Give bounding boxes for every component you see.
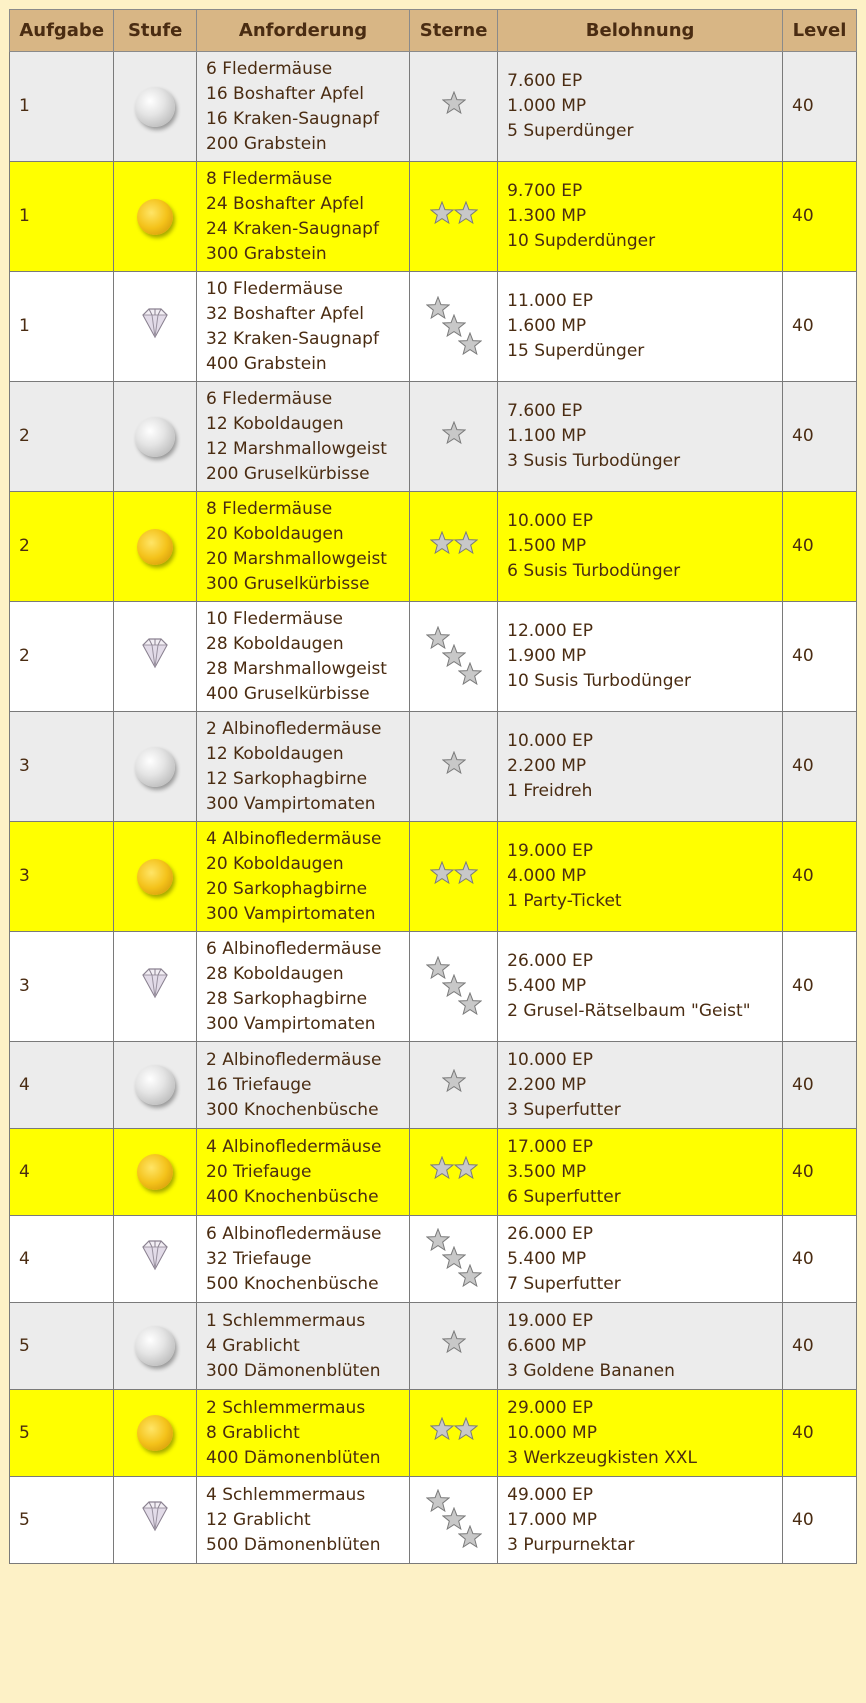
cell-sterne: [410, 382, 498, 492]
requirement-item: 20 Triefauge: [206, 1161, 312, 1182]
reward-item: 11.000 EP: [507, 291, 594, 311]
star-icon: [442, 91, 466, 123]
requirement-item: 4 Albinofledermäuse: [206, 828, 382, 849]
requirement-item: 4 Grablicht: [206, 1335, 300, 1356]
cell-sterne: [410, 1477, 498, 1564]
cell-anforderung: [197, 712, 410, 822]
table-row: [10, 1303, 857, 1390]
table-row: [10, 712, 857, 822]
cell-aufgabe: 1: [10, 272, 114, 382]
cell-stufe: [114, 932, 197, 1042]
reward-item: 1.100 MP: [507, 426, 587, 446]
cell-level: 40: [783, 382, 857, 492]
requirement-item: 400 Gruselkürbisse: [206, 683, 370, 704]
cell-level: 40: [783, 1129, 857, 1216]
cell-anforderung: [197, 1042, 410, 1129]
star-icon: [458, 992, 482, 1016]
requirement-item: 8 Fledermäuse: [206, 168, 333, 189]
stars-group: [426, 1228, 482, 1290]
reward-item: 10.000 MP: [507, 1422, 597, 1443]
cell-sterne: [410, 1129, 498, 1216]
reward-item: 15 Superdünger: [507, 341, 645, 361]
requirement-item: 24 Boshafter Apfel: [206, 193, 364, 214]
diamond-icon: [135, 303, 175, 351]
requirement-item: 20 Koboldaugen: [206, 523, 344, 544]
cell-sterne: [410, 602, 498, 712]
cell-anforderung: [197, 1129, 410, 1216]
cell-level: 40: [783, 1303, 857, 1390]
table-row: [10, 932, 857, 1042]
requirement-item: 28 Koboldaugen: [206, 963, 344, 984]
reward-item: 6 Superfutter: [507, 1186, 621, 1207]
silver-coin-icon: [135, 417, 175, 457]
header-aufgabe: Aufgabe: [10, 10, 114, 52]
cell-sterne: [410, 1390, 498, 1477]
cell-level: 40: [783, 52, 857, 162]
cell-belohnung: [498, 1477, 783, 1564]
requirement-item: 12 Marshmallowgeist: [206, 438, 387, 459]
silver-coin-icon: [135, 1326, 175, 1366]
cell-aufgabe: 3: [10, 712, 114, 822]
cell-stufe: [114, 712, 197, 822]
star-icon: [442, 1330, 466, 1362]
reward-item: 3 Goldene Bananen: [507, 1360, 675, 1381]
cell-level: 40: [783, 1477, 857, 1564]
star-icon: [442, 751, 466, 783]
cell-stufe: [114, 382, 197, 492]
gold-coin-icon: [137, 199, 173, 235]
requirement-item: 2 Schlemmermaus: [206, 1397, 366, 1418]
cell-level: 40: [783, 822, 857, 932]
star-icon: [442, 1069, 466, 1101]
reward-item: 12.000 EP: [507, 621, 594, 641]
cell-stufe: [114, 822, 197, 932]
diamond-icon: [135, 633, 175, 681]
reward-item: 7.600 EP: [507, 401, 583, 421]
cell-aufgabe: 4: [10, 1042, 114, 1129]
quest-table: [9, 9, 857, 1564]
cell-anforderung: [197, 822, 410, 932]
reward-item: 1.500 MP: [507, 536, 587, 556]
cell-anforderung: [197, 382, 410, 492]
diamond-icon: [135, 1496, 175, 1544]
table-row: [10, 1216, 857, 1303]
cell-level: 40: [783, 712, 857, 822]
requirement-item: 12 Koboldaugen: [206, 413, 344, 434]
cell-belohnung: [498, 1390, 783, 1477]
reward-item: 1.900 MP: [507, 646, 587, 666]
cell-belohnung: [498, 272, 783, 382]
requirement-item: 2 Albinofledermäuse: [206, 718, 382, 739]
table-row: [10, 272, 857, 382]
reward-item: 4.000 MP: [507, 866, 587, 886]
requirement-item: 16 Triefauge: [206, 1074, 312, 1095]
requirement-item: 24 Kraken-Saugnapf: [206, 218, 379, 239]
reward-item: 7.600 EP: [507, 71, 583, 91]
requirement-item: 200 Grabstein: [206, 133, 327, 154]
requirement-item: 10 Fledermäuse: [206, 608, 344, 629]
table-row: [10, 162, 857, 272]
requirement-item: 8 Fledermäuse: [206, 498, 333, 519]
requirement-item: 300 Grabstein: [206, 243, 327, 264]
table-body: [10, 52, 857, 1564]
header-anforderung: Anforderung: [197, 10, 410, 52]
cell-stufe: [114, 1216, 197, 1303]
requirement-item: 28 Koboldaugen: [206, 633, 344, 654]
star-icon: [454, 531, 478, 563]
table-row: [10, 492, 857, 602]
cell-sterne: [410, 162, 498, 272]
cell-belohnung: [498, 1303, 783, 1390]
reward-item: 10 Supderdünger: [507, 231, 656, 251]
requirement-item: 6 Albinofledermäuse: [206, 938, 382, 959]
requirement-item: 300 Vampirtomaten: [206, 793, 376, 814]
cell-stufe: [114, 602, 197, 712]
cell-belohnung: [498, 492, 783, 602]
cell-level: 40: [783, 932, 857, 1042]
cell-sterne: [410, 492, 498, 602]
cell-aufgabe: 2: [10, 492, 114, 602]
cell-stufe: [114, 162, 197, 272]
requirement-item: 300 Dämonenblüten: [206, 1360, 381, 1381]
reward-item: 19.000 EP: [507, 841, 594, 861]
silver-coin-icon: [135, 87, 175, 127]
requirement-item: 500 Dämonenblüten: [206, 1534, 381, 1555]
reward-item: 1.300 MP: [507, 206, 587, 226]
cell-sterne: [410, 1042, 498, 1129]
reward-item: 10.000 EP: [507, 1049, 594, 1070]
star-icon: [458, 1264, 482, 1288]
cell-sterne: [410, 272, 498, 382]
cell-aufgabe: 2: [10, 602, 114, 712]
requirement-item: 1 Schlemmermaus: [206, 1310, 366, 1331]
requirement-item: 8 Grablicht: [206, 1422, 300, 1443]
cell-stufe: [114, 1303, 197, 1390]
reward-item: 3 Werkzeugkisten XXL: [507, 1447, 697, 1468]
requirement-item: 300 Knochenbüsche: [206, 1099, 379, 1120]
requirement-item: 12 Sarkophagbirne: [206, 768, 368, 789]
reward-item: 1 Party-Ticket: [507, 891, 622, 911]
requirement-item: 28 Marshmallowgeist: [206, 658, 387, 679]
header-belohnung: Belohnung: [498, 10, 783, 52]
reward-item: 3.500 MP: [507, 1161, 587, 1182]
star-icon: [454, 1417, 478, 1449]
requirement-item: 20 Sarkophagbirne: [206, 878, 368, 899]
cell-belohnung: [498, 932, 783, 1042]
reward-item: 5.400 MP: [507, 1248, 587, 1269]
cell-aufgabe: 4: [10, 1216, 114, 1303]
reward-item: 26.000 EP: [507, 1223, 594, 1244]
reward-item: 10.000 EP: [507, 511, 594, 531]
cell-aufgabe: 1: [10, 52, 114, 162]
reward-item: 5 Superdünger: [507, 121, 634, 141]
star-icon: [430, 201, 454, 233]
reward-item: 1 Freidreh: [507, 781, 593, 801]
silver-coin-icon: [135, 747, 175, 787]
header-sterne: Sterne: [410, 10, 498, 52]
cell-sterne: [410, 52, 498, 162]
requirement-item: 10 Fledermäuse: [206, 278, 344, 299]
reward-item: 26.000 EP: [507, 951, 594, 971]
reward-item: 1.000 MP: [507, 96, 587, 116]
cell-level: 40: [783, 162, 857, 272]
table-row: [10, 602, 857, 712]
gold-coin-icon: [137, 1415, 173, 1451]
star-icon: [430, 1156, 454, 1188]
requirement-item: 6 Albinofledermäuse: [206, 1223, 382, 1244]
cell-stufe: [114, 272, 197, 382]
requirement-item: 16 Boshafter Apfel: [206, 83, 364, 104]
reward-item: 9.700 EP: [507, 181, 583, 201]
reward-item: 3 Superfutter: [507, 1099, 621, 1120]
reward-item: 29.000 EP: [507, 1397, 594, 1418]
requirement-item: 6 Fledermäuse: [206, 58, 333, 79]
cell-belohnung: [498, 52, 783, 162]
cell-aufgabe: 4: [10, 1129, 114, 1216]
cell-belohnung: [498, 162, 783, 272]
requirement-item: 4 Schlemmermaus: [206, 1484, 366, 1505]
requirement-item: 300 Vampirtomaten: [206, 1013, 376, 1034]
cell-aufgabe: 2: [10, 382, 114, 492]
cell-aufgabe: 3: [10, 932, 114, 1042]
reward-item: 6 Susis Turbodünger: [507, 561, 681, 581]
requirement-item: 12 Koboldaugen: [206, 743, 344, 764]
reward-item: 19.000 EP: [507, 1310, 594, 1331]
requirement-item: 32 Triefauge: [206, 1248, 312, 1269]
table-header-row: [10, 10, 857, 52]
cell-sterne: [410, 932, 498, 1042]
cell-level: 40: [783, 1042, 857, 1129]
reward-item: 10.000 EP: [507, 731, 594, 751]
reward-item: 3 Susis Turbodünger: [507, 451, 681, 471]
table-row: [10, 1129, 857, 1216]
cell-aufgabe: 5: [10, 1477, 114, 1564]
gold-coin-icon: [137, 529, 173, 565]
star-icon: [454, 1156, 478, 1188]
cell-sterne: [410, 822, 498, 932]
requirement-item: 2 Albinofledermäuse: [206, 1049, 382, 1070]
reward-item: 10 Susis Turbodünger: [507, 671, 691, 691]
header-level: Level: [783, 10, 857, 52]
cell-stufe: [114, 492, 197, 602]
cell-anforderung: [197, 1303, 410, 1390]
requirement-item: 6 Fledermäuse: [206, 388, 333, 409]
reward-item: 6.600 MP: [507, 1335, 587, 1356]
cell-belohnung: [498, 382, 783, 492]
requirement-item: 4 Albinofledermäuse: [206, 1136, 382, 1157]
requirement-item: 32 Kraken-Saugnapf: [206, 328, 379, 349]
stars-group: [426, 956, 482, 1018]
reward-item: 3 Purpurnektar: [507, 1534, 635, 1555]
diamond-icon: [135, 1235, 175, 1283]
table-row: [10, 822, 857, 932]
cell-stufe: [114, 1477, 197, 1564]
cell-belohnung: [498, 1129, 783, 1216]
cell-level: 40: [783, 272, 857, 382]
table-row: [10, 1477, 857, 1564]
star-icon: [458, 332, 482, 356]
cell-anforderung: [197, 602, 410, 712]
cell-level: 40: [783, 492, 857, 602]
cell-stufe: [114, 1042, 197, 1129]
cell-level: 40: [783, 1390, 857, 1477]
star-icon: [442, 421, 466, 453]
star-icon: [430, 1417, 454, 1449]
cell-belohnung: [498, 822, 783, 932]
requirement-item: 400 Dämonenblüten: [206, 1447, 381, 1468]
stars-group: [426, 626, 482, 688]
reward-item: 7 Superfutter: [507, 1273, 621, 1294]
cell-stufe: [114, 1390, 197, 1477]
cell-anforderung: [197, 1477, 410, 1564]
requirement-item: 300 Gruselkürbisse: [206, 573, 370, 594]
reward-item: 2.200 MP: [507, 1074, 587, 1095]
star-icon: [458, 662, 482, 686]
star-icon: [454, 861, 478, 893]
cell-belohnung: [498, 712, 783, 822]
requirement-item: 32 Boshafter Apfel: [206, 303, 364, 324]
requirement-item: 500 Knochenbüsche: [206, 1273, 379, 1294]
table-row: [10, 1042, 857, 1129]
cell-aufgabe: 3: [10, 822, 114, 932]
gold-coin-icon: [137, 1154, 173, 1190]
star-icon: [458, 1525, 482, 1549]
star-icon: [430, 861, 454, 893]
reward-item: 2 Grusel-Rätselbaum "Geist": [507, 1001, 751, 1021]
cell-anforderung: [197, 162, 410, 272]
cell-level: 40: [783, 1216, 857, 1303]
cell-level: 40: [783, 602, 857, 712]
requirement-item: 28 Sarkophagbirne: [206, 988, 368, 1009]
requirement-item: 12 Grablicht: [206, 1509, 311, 1530]
reward-item: 5.400 MP: [507, 976, 587, 996]
cell-belohnung: [498, 602, 783, 712]
cell-anforderung: [197, 272, 410, 382]
requirement-item: 200 Gruselkürbisse: [206, 463, 370, 484]
reward-item: 17.000 MP: [507, 1509, 597, 1530]
cell-sterne: [410, 1303, 498, 1390]
requirement-item: 400 Grabstein: [206, 353, 327, 374]
header-stufe: Stufe: [114, 10, 197, 52]
gold-coin-icon: [137, 859, 173, 895]
reward-item: 2.200 MP: [507, 756, 587, 776]
cell-aufgabe: 5: [10, 1303, 114, 1390]
quest-table-wrapper: [9, 9, 857, 1694]
table-row: [10, 1390, 857, 1477]
stars-group: [426, 296, 482, 358]
cell-sterne: [410, 712, 498, 822]
cell-belohnung: [498, 1216, 783, 1303]
cell-aufgabe: 1: [10, 162, 114, 272]
cell-anforderung: [197, 932, 410, 1042]
cell-belohnung: [498, 1042, 783, 1129]
cell-aufgabe: 5: [10, 1390, 114, 1477]
reward-item: 17.000 EP: [507, 1136, 594, 1157]
table-row: [10, 382, 857, 492]
diamond-icon: [135, 963, 175, 1011]
silver-coin-icon: [135, 1065, 175, 1105]
stars-group: [426, 1489, 482, 1551]
cell-stufe: [114, 1129, 197, 1216]
requirement-item: 20 Marshmallowgeist: [206, 548, 387, 569]
table-row: [10, 52, 857, 162]
requirement-item: 16 Kraken-Saugnapf: [206, 108, 379, 129]
reward-item: 1.600 MP: [507, 316, 587, 336]
cell-anforderung: [197, 52, 410, 162]
cell-sterne: [410, 1216, 498, 1303]
cell-anforderung: [197, 1216, 410, 1303]
cell-stufe: [114, 52, 197, 162]
requirement-item: 300 Vampirtomaten: [206, 903, 376, 924]
cell-anforderung: [197, 492, 410, 602]
requirement-item: 20 Koboldaugen: [206, 853, 344, 874]
cell-anforderung: [197, 1390, 410, 1477]
reward-item: 49.000 EP: [507, 1484, 594, 1505]
requirement-item: 400 Knochenbüsche: [206, 1186, 379, 1207]
star-icon: [454, 201, 478, 233]
star-icon: [430, 531, 454, 563]
